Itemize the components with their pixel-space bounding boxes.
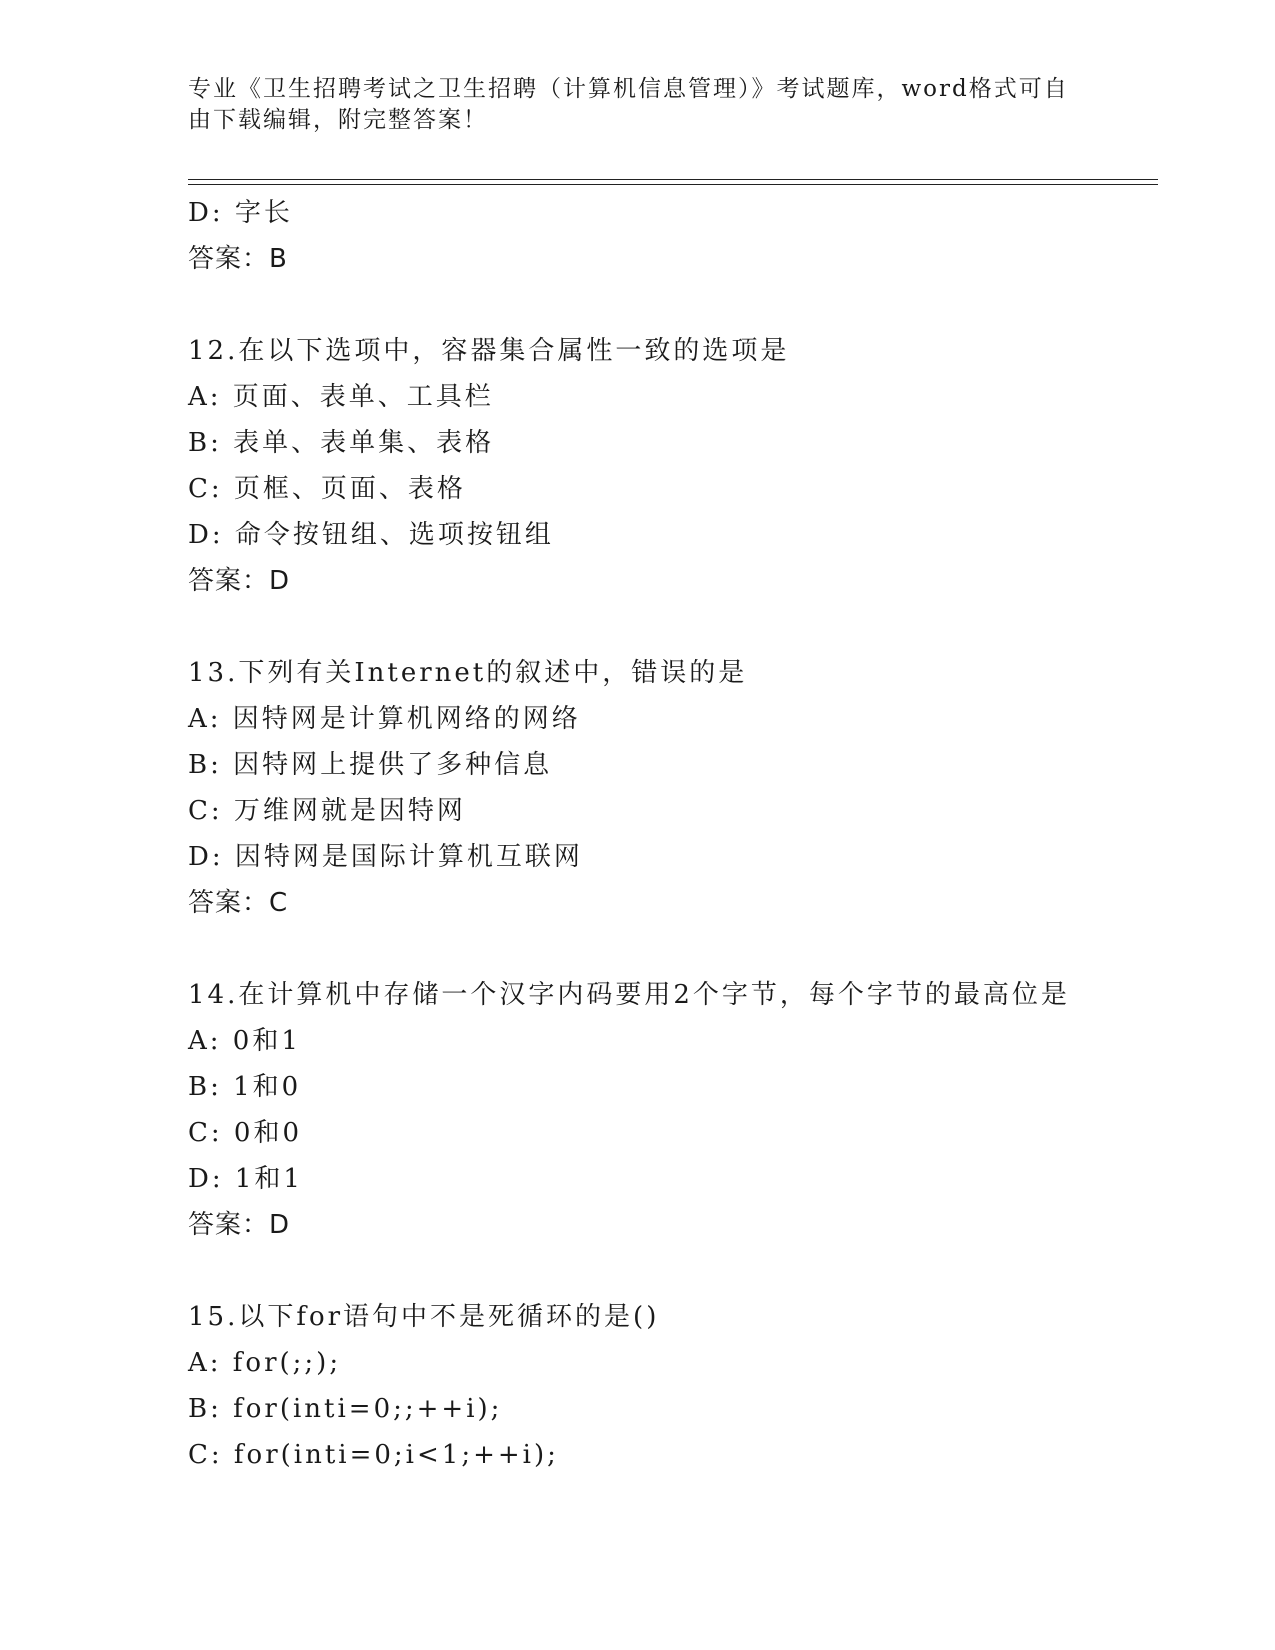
option-a: A: 0和1 [188, 1026, 301, 1056]
option-d: D: 字长 [188, 198, 293, 228]
question-block-12 [188, 328, 1168, 604]
option-a: A: 页面、表单、工具栏 [188, 382, 494, 412]
option-b: B: 1和0 [188, 1072, 302, 1102]
option-c: C: 0和0 [188, 1118, 303, 1148]
question-block-13 [188, 650, 1168, 926]
document-header [188, 74, 1088, 136]
question-stem: 15.以下for语句中不是死循环的是() [188, 1302, 660, 1332]
option-c: C: for(inti=0;i<1;++i); [188, 1440, 559, 1470]
answer-line: 答案：B [188, 244, 288, 274]
question-list [188, 190, 1168, 1478]
question-stem: 13.下列有关Internet的叙述中，错误的是 [188, 658, 748, 688]
option-d: D: 1和1 [188, 1164, 303, 1194]
header-line-2: 由下载编辑，附完整答案！ [188, 107, 488, 133]
option-a: A: 因特网是计算机网络的网络 [188, 704, 581, 734]
header-divider-bottom [188, 184, 1158, 185]
option-a: A: for(;;); [188, 1348, 342, 1378]
option-b: B: 因特网上提供了多种信息 [188, 750, 553, 780]
answer-line: 答案：D [188, 566, 291, 596]
answer-line: 答案：C [188, 888, 289, 918]
question-stem: 14.在计算机中存储一个汉字内码要用2个字节，每个字节的最高位是 [188, 980, 1070, 1010]
option-b: B: 表单、表单集、表格 [188, 428, 495, 458]
option-b: B: for(inti=0;;++i); [188, 1394, 503, 1424]
question-block-15 [188, 1294, 1168, 1478]
question-stem: 12.在以下选项中，容器集合属性一致的选项是 [188, 336, 790, 366]
question-block-14 [188, 972, 1168, 1248]
option-c: C: 万维网就是因特网 [188, 796, 466, 826]
option-d: D: 因特网是国际计算机互联网 [188, 842, 583, 872]
answer-line: 答案：D [188, 1210, 291, 1240]
option-d: D: 命令按钮组、选项按钮组 [188, 520, 554, 550]
header-divider-top [188, 179, 1158, 180]
header-line-1: 专业《卫生招聘考试之卫生招聘（计算机信息管理）》考试题库，word格式可自 [188, 76, 1069, 102]
option-c: C: 页框、页面、表格 [188, 474, 466, 504]
